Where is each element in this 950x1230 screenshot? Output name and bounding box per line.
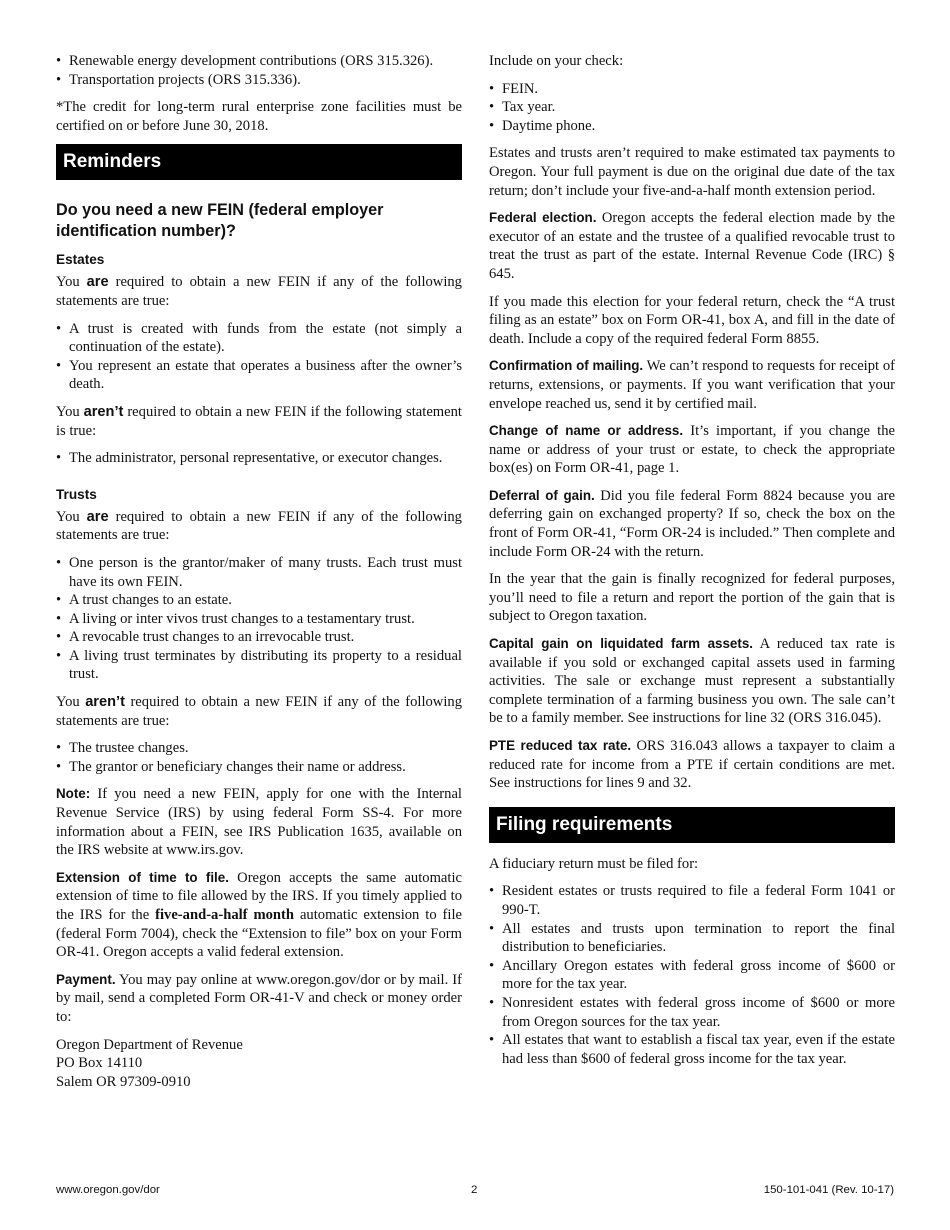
list-item: • Daytime phone. [489, 117, 895, 136]
filing-intro: A fiduciary return must be filed for: [489, 855, 699, 872]
pte-label: PTE reduced tax rate. [489, 738, 632, 753]
list-item: • A trust is created with funds from the estate (not simply a continuation of the estate). [56, 320, 462, 357]
note-paragraph: Note: If you need a new FEIN, apply for one with the Internal Revenue Service (IRS) by using federal Form SS-4. For more information about a FEIN, see IRS Publication 1635, available on the IRS website at www.irs.gov. [56, 786, 462, 859]
estates-are-list [56, 320, 462, 394]
election-followup-paragraph: If you made this election for your federal return, check the “A trust filing as an estate” box on Form OR-41, box A, and fill in the date of death. Include a copy of the required federal Form 8855. [489, 293, 895, 347]
list-item: • FEIN. [489, 80, 895, 99]
estimated-tax-paragraph: Estates and trusts aren’t required to make estimated tax payments to Oregon. Your full payment is due on the original due date of the tax return; don’t include your five-and-a-half month extension period. [489, 145, 895, 199]
footer-form-id: 150-101-041 (Rev. 10-17) [763, 1184, 894, 1196]
list-item: • Tax year. [489, 98, 895, 117]
deferral-followup-paragraph: In the year that the gain is finally recognized for federal purposes, you’ll need to file a return and report the portion of the gain that is subject to Oregon taxation. [489, 571, 895, 625]
estates-are-paragraph: You are required to obtain a new FEIN if any of the following statements are true: [56, 274, 462, 309]
filing-requirements-heading: Filing requirements [489, 807, 895, 843]
mailing-address [56, 1036, 462, 1092]
check-intro: Include on your check: [489, 53, 624, 69]
extension-label: Extension of time to file. [56, 869, 229, 885]
list-item: • A living trust terminates by distributing its property to a residual trust. [56, 647, 462, 684]
list-item: • All estates that want to establish a fiscal tax year, even if the estate had less than $600 of federal gross income for the tax year. [489, 1031, 895, 1068]
confirmation-paragraph: Confirmation of mailing. We can’t respond to requests for receipt of returns, extensions, or payments. If you want verification that your envelope reached us, send it by certified mail. [489, 358, 895, 412]
estates-arent-list [56, 449, 462, 468]
list-item: • The trustee changes. [56, 739, 462, 758]
reminders-heading: Reminders [56, 144, 462, 180]
credit-list [56, 52, 462, 89]
change-name-label: Change of name or address. [489, 423, 684, 439]
emphasis-are: are [86, 508, 109, 525]
trusts-arent-list [56, 739, 462, 776]
list-item: • Renewable energy development contributions (ORS 315.326). [56, 52, 462, 71]
federal-election-label: Federal election. [489, 210, 597, 226]
left-column [56, 52, 462, 1091]
emphasis-are: are [86, 274, 109, 291]
footer-website: www.oregon.gov/dor [56, 1184, 160, 1196]
list-item: • Resident estates or trusts required to file a federal Form 1041 or 990-T. [489, 882, 895, 919]
list-item: • The grantor or beneficiary changes their name or address. [56, 758, 462, 777]
list-item: • A trust changes to an estate. [56, 591, 462, 610]
list-item: • The administrator, personal representative, or executor changes. [56, 449, 462, 468]
check-list [489, 80, 895, 136]
address-line: PO Box 14110 [56, 1055, 143, 1072]
right-column [489, 52, 895, 1077]
estates-heading: Estates [56, 252, 105, 268]
payment-label: Payment. [56, 971, 116, 987]
trusts-are-paragraph: You are required to obtain a new FEIN if any of the following statements are true: [56, 508, 462, 544]
payment-paragraph: Payment. You may pay online at www.oregon.gov/dor or by mail. If by mail, send a completed Form OR-41-V and check or money order to: [56, 971, 462, 1025]
extension-paragraph: Extension of time to file. Oregon accepts the same automatic extension of time to file allowed by the IRS. If you timely applied to the IRS for the five-and-a-half month automatic extension to file (federal Form 7004), check the “Extension to file” box on your Form OR-41. Oregon accepts a valid federal extension. [56, 869, 462, 961]
list-item: • Ancillary Oregon estates with federal gross income of $600 or more for the tax year. [489, 957, 895, 994]
emphasis-arent: aren’t [85, 694, 125, 711]
trusts-are-list [56, 554, 462, 684]
list-item: • A revocable trust changes to an irrevocable trust. [56, 628, 462, 647]
pte-paragraph: PTE reduced tax rate. ORS 316.043 allows a taxpayer to claim a reduced rate for income from a PTE if certain conditions are met. See instructions for lines 9 and 32. [489, 738, 895, 792]
filing-list [489, 882, 895, 1068]
trusts-arent-paragraph: You aren’t required to obtain a new FEIN if any of the following statements are true: [56, 694, 462, 729]
list-item: • All estates and trusts upon termination to report the final distribution to beneficiaries. [489, 920, 895, 957]
deferral-label: Deferral of gain. [489, 487, 595, 503]
list-item: • Transportation projects (ORS 315.336). [56, 71, 462, 90]
confirmation-label: Confirmation of mailing. [489, 358, 644, 374]
capital-gain-paragraph: Capital gain on liquidated farm assets. A reduced tax rate is available if you sold or exchanged capital assets used in farming activities. The sale or exchange must represent a substantially complete termination of a farming business you own. The sale can’t be to a family member. See instructions for line 32 (ORS 316.045). [489, 636, 895, 727]
footnote: *The credit for long-term rural enterprise zone facilities must be certified on or before June 30, 2018. [56, 99, 462, 134]
capital-gain-label: Capital gain on liquidated farm assets. [489, 636, 753, 652]
change-name-paragraph: Change of name or address. It’s important, if you change the name or address of your trust or estate, to check the appropriate box(es) on Form OR-41, page 1. [489, 423, 895, 477]
federal-election-paragraph: Federal election. Oregon accepts the federal election made by the executor of an estate and the trustee of a qualified revocable trust to treat the trust as part of the estate. Internal Revenue Code (IRC) § 645. [489, 210, 895, 282]
list-item: • One person is the grantor/maker of many trusts. Each trust must have its own FEIN. [56, 554, 462, 591]
estates-arent-paragraph: You aren’t required to obtain a new FEIN if the following statement is true: [56, 403, 462, 439]
list-item: • Nonresident estates with federal gross income of $600 or more from Oregon sources for the tax year. [489, 994, 895, 1031]
extension-emphasis: five-and-a-half month [155, 907, 295, 923]
list-item: • You represent an estate that operates a business after the owner’s death. [56, 357, 462, 394]
address-line: Oregon Department of Revenue [56, 1036, 243, 1053]
trusts-heading: Trusts [56, 486, 97, 502]
list-item: • A living or inter vivos trust changes to a testamentary trust. [56, 610, 462, 629]
address-line: Salem OR 97309-0910 [56, 1073, 191, 1090]
note-label: Note: [56, 786, 91, 802]
fein-question-heading: Do you need a new FEIN (federal employer identification number)? [56, 201, 384, 241]
emphasis-arent: aren’t [83, 403, 124, 420]
deferral-paragraph: Deferral of gain. Did you file federal Form 8824 because you are deferring gain on exchanged property? If so, check the box on the front of Form OR-41, “Form OR-24 is included.” Then complete and include Form OR-24 with the return. [489, 487, 895, 560]
footer-page-number: 2 [471, 1184, 478, 1196]
